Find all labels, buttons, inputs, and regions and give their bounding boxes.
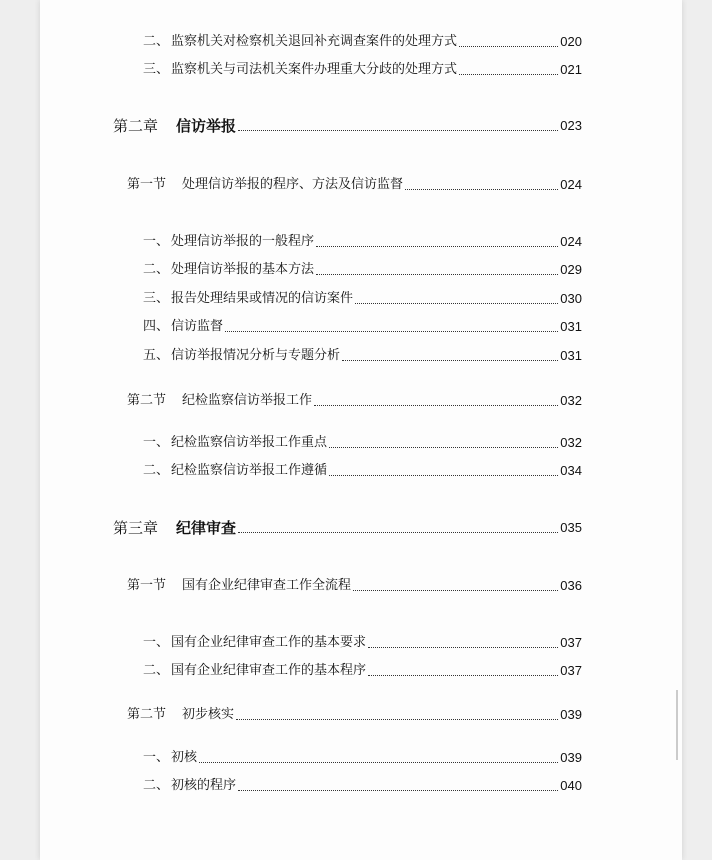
toc-entry-label [127,393,312,409]
toc-item-entry [143,435,582,451]
toc-entry-number: 一、 [143,750,170,765]
toc-page-number: 029 [560,262,582,277]
toc-entry-title: 处理信访举报的一般程序 [171,234,315,249]
toc-item-entry [143,291,582,307]
toc-page-number: 037 [560,635,582,650]
toc-page-number: 032 [560,435,582,450]
toc-page-number: 030 [560,291,582,306]
toc-entry-number: 一、 [143,635,170,650]
toc-entry-number: 二、 [143,463,170,478]
toc-entry-title: 处理信访举报的基本方法 [171,262,315,277]
toc-page-number: 024 [560,234,582,249]
toc-page-number: 021 [560,62,582,77]
toc-entry-label [143,234,314,250]
toc-entry-label [127,578,351,594]
toc-page-number: 035 [560,520,582,535]
toc-item-entry [143,348,582,364]
toc-item-entry [143,234,582,250]
toc-dot-leader [459,46,558,47]
toc-entry-title: 监察机关对检察机关退回补充调查案件的处理方式 [171,34,458,49]
toc-page-number: 039 [560,707,582,722]
toc-entry-label [143,750,197,766]
toc-section-entry [127,393,582,409]
toc-dot-leader [329,475,558,476]
toc-page-number: 032 [560,393,582,408]
toc-section-entry [127,578,582,594]
toc-entry-label [143,663,366,679]
toc-item-entry [143,663,582,679]
toc-entry-number: 四、 [143,319,170,334]
toc-item-entry [143,262,582,278]
toc-page-number: 037 [560,663,582,678]
toc-entry-number: 二、 [143,34,170,49]
toc-dot-leader [329,447,558,448]
toc-entry-title: 报告处理结果或情况的信访案件 [171,291,354,306]
toc-entry-title: 纪检监察信访举报工作遵循 [171,463,328,478]
toc-entry-title: 处理信访举报的程序、方法及信访监督 [182,177,404,192]
toc-entry-title: 国有企业纪律审查工作的基本程序 [171,663,367,678]
toc-dot-leader [314,405,558,406]
toc-item-entry [143,750,582,766]
toc-entry-label [143,463,327,479]
toc-entry-title: 初步核实 [182,707,235,722]
toc-entry-label [143,348,340,364]
toc-entry-title: 纪检监察信访举报工作 [182,393,313,408]
toc-entry-title: 国有企业纪律审查工作全流程 [182,578,352,593]
toc-dot-leader [342,360,558,361]
toc-item-entry [143,635,582,651]
toc-entry-title: 国有企业纪律审查工作的基本要求 [171,635,367,650]
toc-entry-title: 纪检监察信访举报工作重点 [171,435,328,450]
toc-entry-label [113,520,236,536]
toc-entry-label [143,778,236,794]
toc-entry-number: 第一节 [127,578,167,593]
toc-dot-leader [236,719,558,720]
toc-entry-label [143,635,366,651]
toc-entry-title: 监察机关与司法机关案件办理重大分歧的处理方式 [171,62,458,77]
toc-entry-label [143,319,223,335]
scan-artifact [676,690,678,760]
toc-entry-number: 二、 [143,663,170,678]
toc-entry-title: 初核的程序 [171,778,237,793]
toc-entry-title: 初核 [171,750,198,765]
document-page [40,0,682,860]
toc-entry-number: 第一节 [127,177,167,192]
toc-page-number: 036 [560,578,582,593]
toc-entry-number: 五、 [143,348,170,363]
toc-item-entry [143,62,582,78]
toc-dot-leader [368,647,558,648]
toc-dot-leader [316,246,558,247]
toc-dot-leader [405,189,558,190]
toc-item-entry [143,34,582,50]
toc-entry-number: 一、 [143,435,170,450]
toc-entry-label [143,435,327,451]
toc-dot-leader [225,331,558,332]
toc-page-number: 031 [560,348,582,363]
toc-dot-leader [238,790,558,791]
toc-entry-label [143,34,457,50]
toc-item-entry [143,463,582,479]
toc-page-number: 024 [560,177,582,192]
toc-entry-title: 信访监督 [171,319,224,334]
toc-page-number: 034 [560,463,582,478]
toc-dot-leader [353,590,558,591]
toc-item-entry [143,778,582,794]
toc-entry-label [113,118,236,134]
toc-item-entry [143,319,582,335]
toc-entry-number: 三、 [143,291,170,306]
toc-entry-number: 三、 [143,62,170,77]
toc-entry-title: 信访举报情况分析与专题分析 [171,348,341,363]
toc-section-entry [127,177,582,193]
toc-dot-leader [199,762,558,763]
toc-entry-number: 第三章 [113,519,159,537]
toc-page-number: 023 [560,118,582,133]
toc-entry-title: 信访举报 [176,117,237,135]
toc-dot-leader [459,74,558,75]
toc-entry-title: 纪律审查 [176,519,237,537]
toc-page-number: 020 [560,34,582,49]
toc-entry-number: 二、 [143,262,170,277]
toc-page-number: 039 [560,750,582,765]
toc-entry-label [127,707,234,723]
toc-entry-number: 二、 [143,778,170,793]
toc-dot-leader [368,675,558,676]
toc-chapter-entry [113,118,582,134]
toc-dot-leader [238,130,558,131]
toc-entry-label [143,62,457,78]
toc-dot-leader [316,274,558,275]
toc-entry-label [127,177,403,193]
toc-dot-leader [238,532,558,533]
toc-entry-number: 一、 [143,234,170,249]
toc-section-entry [127,707,582,723]
toc-dot-leader [355,303,558,304]
toc-page-number: 040 [560,778,582,793]
toc-entry-number: 第二节 [127,707,167,722]
toc-chapter-entry [113,520,582,536]
toc-entry-label [143,262,314,278]
toc-entry-label [143,291,353,307]
toc-entry-number: 第二章 [113,117,159,135]
toc-entry-number: 第二节 [127,393,167,408]
toc-page-number: 031 [560,319,582,334]
